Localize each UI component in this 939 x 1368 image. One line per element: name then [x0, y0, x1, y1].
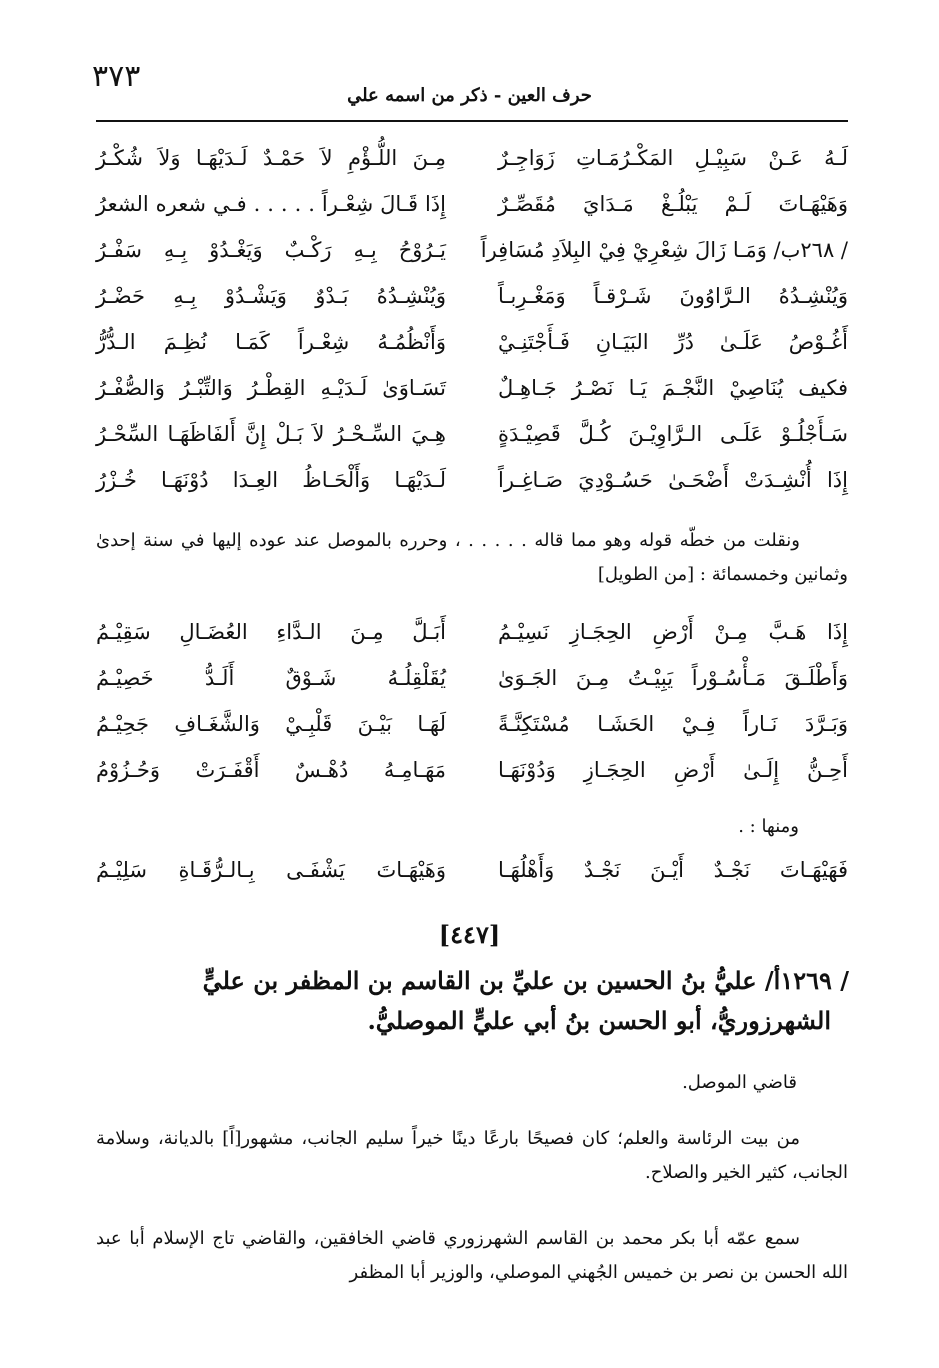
verse-second-hemistich: مِـنَ اللُّـؤْمِ لاَ حَمْـدٌ لَـدَيْهَـا وَلاَ شُكْـرُ — [96, 146, 446, 170]
verse-first-hemistich: سَـأَجْلُـوْ عَلَـى الـرَّاوِيْـنَ كُـلَّ قَصِيْـدَةٍ — [498, 422, 848, 446]
verse-row — [96, 612, 848, 658]
verse-first-hemistich: لَـهُ عَـنْ سَبِيْـلِ المَكْـرُمَـاتِ زَوَاجِـرٌ — [498, 146, 848, 170]
bio-line: قاضي الموصل. — [682, 1072, 797, 1093]
verse-second-hemistich: يَـرُوْحُ بِـهِ رَكْـبٌ وَيَغْـدُوْ بِـهِ سَفْـرُ — [96, 238, 446, 262]
verse-second-hemistich: وَهَيْهَـاتَ يَشْفَـى بِـالـرُّقَـاةِ سَلِيْـمُ — [96, 858, 446, 882]
prose-line: ومنها : . — [738, 816, 799, 837]
verse-first-hemistich: إِذَا أُنْشِـدَتْ أَضْحَـىٰ حَسُـوْدِيَ صَـاغِـراً — [498, 468, 848, 492]
bio-paragraph: من بيت الرئاسة والعلم؛ كان فصيحًا بارعًا دينًا خيراً سليم الجانب، مشهور[اً] بالديانة، وسلامة الجانب، كثير الخير والصلاح. — [96, 1128, 848, 1183]
entry-title-line-2: الشهرزوريُّ، أبو الحسن بنُ أبي عليٍّ الموصليُّ. — [367, 1006, 831, 1035]
poem-block-3 — [96, 850, 848, 896]
verse-row — [96, 460, 848, 506]
verse-second-hemistich: وَيُنْشِـدُهُ بَـدْوٌ وَيَشْـدُوْ بِـهِ حَضْـرُ — [96, 284, 446, 308]
verse-first-hemistich: وَبَـرَّدَ نَـاراً فِـيْ الحَشَـا مُسْتَكِنَّـةً — [498, 712, 848, 736]
verse-second-hemistich: وَأَنْظُمُـهُ شِعْـراً كَمَـا نُظِـمَ الـدُّرُّ — [96, 330, 446, 354]
running-title: حرف العين - ذكر من اسمه علي — [347, 85, 592, 106]
verse-row — [96, 658, 848, 704]
entry-number: [٤٤٧] — [438, 920, 501, 949]
verse-second-hemistich: مَهَـامِـهُ دُهْـسٌ أَقْفَـرَتْ وَحُـزُوْمُ — [96, 758, 446, 782]
verse-first-hemistich: / ٢٦٨ب/ وَمَـا زَالَ شِعْرِيْ فِيْ البِلاَدِ مُسَافِراً — [480, 238, 848, 262]
verse-second-hemistich: تَسَـاوَىٰ لَـدَيْـهِ القِطْـرُ وَالتِّبْـرُ وَالصُّفْـرُ — [96, 376, 446, 400]
poem-block-1 — [96, 138, 848, 506]
verse-row — [96, 414, 848, 460]
verse-second-hemistich: هِـيَ السِّـحْـرُ لاَ بَـلْ إِنَّ أَلفَاظَهَـا السِّحْـرُ — [96, 422, 446, 446]
verse-first-hemistich: فكيف يُنَاصِيْ النَّجْـمَ يَـا نَصْـرُ جَـاهِـلٌ — [498, 376, 848, 400]
page-number: ٣٧٣ — [92, 59, 141, 94]
header-rule — [96, 120, 848, 122]
verse-row — [96, 138, 848, 184]
verse-second-hemistich: لَـدَيْهَـا وَأَلْحَـاظُ العِـدَا دُوْنَهَـا خُـزْرُ — [96, 468, 446, 492]
verse-first-hemistich: وَهَيْهَـاتَ لَـمْ يَبْلُـغْ مَـدَايَ مُقَصِّـرٌ — [498, 192, 848, 216]
verse-second-hemistich: أَبَـلَّ مِـنَ الـدَّاءِ العُضَـالِ سَقِيْـمُ — [96, 620, 446, 644]
prose-paragraph: ونقلت من خطّه قوله وهو مما قاله . . . . . ، وحرره بالموصل عند عوده إليها في سنة إحدىٰ وثمانين وخمسمائة : [من الطويل] — [96, 530, 848, 585]
verse-first-hemistich: وَأَطْلَـقَ مَـأْسُـوْراً يَبِيْـتُ مِـنَ الجَـوَىٰ — [498, 666, 848, 690]
verse-row — [96, 230, 848, 276]
verse-second-hemistich: إِذَا قَـالَ شِعْـراً . . . . . فـي شعره الشعرُ — [96, 192, 446, 216]
verse-row — [96, 322, 848, 368]
verse-row — [96, 184, 848, 230]
verse-second-hemistich: يُقَلْقِلُـهُ شَـوْقٌ أَلَـدُّ خَصِيْـمُ — [96, 666, 446, 690]
verse-first-hemistich: وَيُنْشِـدُهُ الـرَّاوُونَ شَـرْقـاً وَمَغْـرِبـاً — [498, 284, 848, 308]
verse-row — [96, 276, 848, 322]
verse-row — [96, 704, 848, 750]
verse-first-hemistich: أَحِـنُّ إِلَـىٰ أَرْضِ الحِجَـازِ وَدُوْنَهَـا — [498, 758, 848, 782]
bio-paragraph: سمع عمّه أبا بكر محمد بن القاسم الشهرزوري قاضي الخافقين، والقاضي تاج الإسلام أبا عبد الله الحسن بن نصر بن خميس الجُهني الموصلي، والوزير أبا المظفر — [96, 1228, 848, 1283]
verse-first-hemistich: فَهَيْهَـاتَ نَجْـدٌ أَيْـنَ نَجْـدٌ وَأَهْلُهَـا — [498, 858, 848, 882]
verse-first-hemistich: أَغُـوْصُ عَلَـىٰ دُرِّ البَيَـانِ فَـأَجْتَنِـيْ — [498, 330, 848, 354]
poem-block-2 — [96, 612, 848, 796]
verse-row — [96, 850, 848, 896]
verse-first-hemistich: إِذَا هَـبَّ مِـنْ أَرْضِ الحِجَـازِ نَسِيْـمُ — [498, 620, 848, 644]
verse-second-hemistich: لَهَـا بَيْـنَ قَلْبِـيْ وَالشَّغَـافِ جَحِيْـمُ — [96, 712, 446, 736]
entry-title-line-1: / ١٢٦٩أ/ عليُّ بنُ الحسين بن عليِّ بن القاسم بن المظفر بن عليٍّ — [202, 966, 849, 995]
verse-row — [96, 368, 848, 414]
verse-row — [96, 750, 848, 796]
